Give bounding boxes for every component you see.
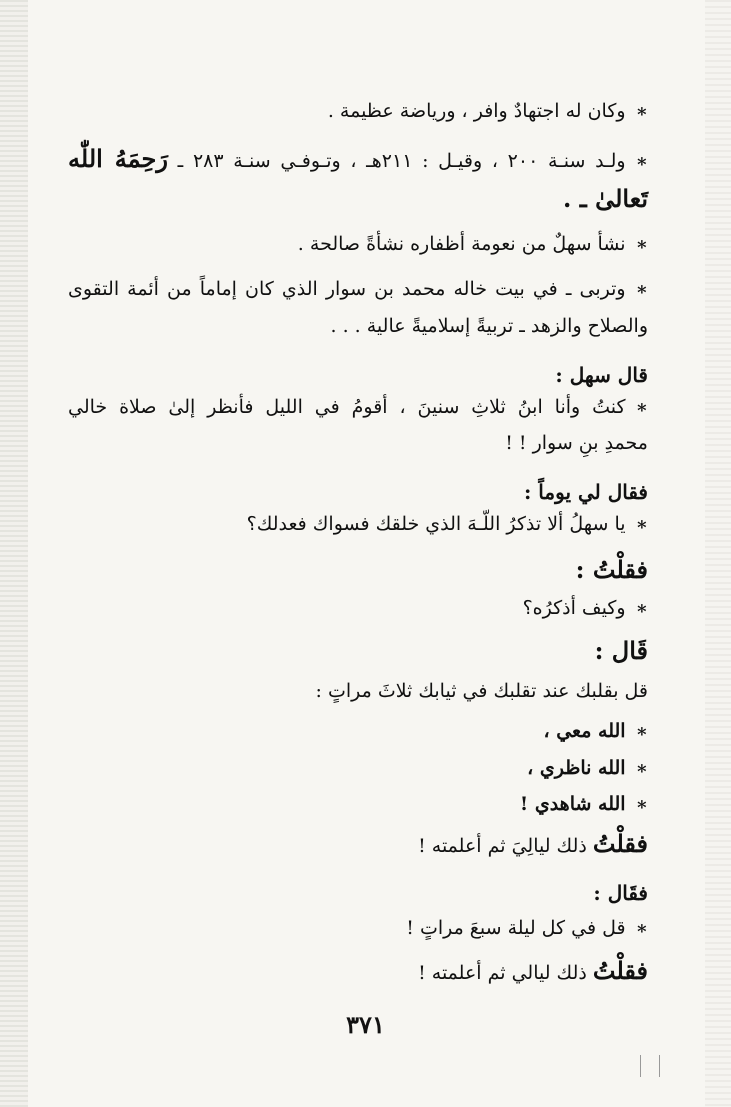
line-text: يا سهلُ ألا تذكرُ اللّـهَ الذي خلقك فسواك فعدلك؟ [246, 513, 626, 535]
text-line [328, 96, 648, 127]
bullet-star-icon: ∗ [635, 598, 648, 619]
bullet-star-icon: ∗ [635, 279, 648, 300]
line-text: وكيف أذكرُه؟ [522, 597, 626, 619]
bullet-star-icon: ∗ [635, 151, 649, 172]
line-text: محمدِ بنِ سوار ! ! [505, 432, 648, 454]
line-text: الله شاهدي ! [519, 793, 626, 815]
line-text: وتربى ـ في بيت خاله محمد بن سوار الذي كان إماماً من أئمة التقوى [68, 278, 626, 300]
line-text: نشأ سهلٌ من نعومة أظفاره نشأةً صالحة . [297, 233, 626, 255]
text-line [316, 676, 648, 706]
text-line [555, 360, 648, 391]
bullet-star-icon: ∗ [635, 397, 648, 418]
bullet-star-icon: ∗ [635, 794, 648, 815]
text-line [576, 555, 648, 587]
bullet-star-icon: ∗ [635, 918, 648, 939]
speaker-heading: فقال لي يوماً : [523, 480, 648, 504]
speaker-heading: فقلْتُ [592, 956, 648, 985]
line-tail: رَحِمَهُ اللّٰه [68, 144, 168, 173]
text-line [524, 477, 648, 508]
text-line [247, 509, 648, 540]
line-text: كنتُ وأنا ابنُ ثلاثِ سنينَ ، أقومُ في الليل فأنظر إلىٰ صلاة خالي [68, 396, 626, 418]
text-line [406, 913, 648, 944]
text-line [68, 144, 648, 177]
bullet-star-icon: ∗ [635, 234, 648, 255]
speaker-heading: قَال : [594, 636, 648, 665]
text-line [527, 753, 648, 784]
gutter-mark [640, 1055, 660, 1077]
line-text: قل بقلبك عند تقلبك في ثيابك ثلاثَ مراتٍ : [315, 680, 648, 702]
speaker-heading: فقَال : [593, 881, 648, 905]
line-text: الله معي ، [543, 720, 626, 742]
text-line [595, 636, 648, 668]
bullet-star-icon: ∗ [635, 758, 648, 779]
line-text: ذلك ليالي ثم أعلمته ! [418, 962, 587, 984]
scan-edge-right [705, 0, 731, 1107]
line-text: قل في كل ليلة سبعَ مراتٍ ! [406, 917, 626, 939]
speaker-heading: فقلْتُ [592, 829, 648, 858]
bullet-star-icon: ∗ [635, 514, 648, 535]
line-text: ذلك ليالِيَ ثم أعلمته ! [418, 835, 587, 857]
bullet-star-icon: ∗ [635, 721, 648, 742]
text-line [520, 789, 648, 820]
bullet-star-icon: ∗ [635, 101, 648, 122]
text-line [593, 878, 648, 909]
line-text: وكان له اجتهادٌ وافر ، ورياضة عظيمة . [327, 100, 626, 122]
line-text: ولـد سنـة ٢٠٠ ، وقيـل : ٢١١هـ ، وتـوفـي سنـة ٢٨٣ ـ [177, 150, 626, 172]
text-line [505, 428, 648, 458]
text-line [418, 829, 648, 861]
text-line [563, 184, 648, 216]
line-text: والصلاح والزهد ـ تربيةً إسلاميةً عالية . . . [330, 315, 648, 337]
text-line [68, 392, 648, 423]
text-line [543, 716, 648, 747]
text-line [418, 956, 648, 988]
speaker-heading: فقلْتُ : [575, 555, 648, 584]
text-line [68, 274, 648, 305]
scan-edge-left [0, 0, 28, 1107]
text-line [298, 229, 648, 260]
page-number: ٣٧١ [346, 1010, 385, 1039]
text-line [331, 311, 649, 341]
text-line [523, 593, 648, 624]
line-text: تَعالىٰ ـ . [563, 184, 648, 213]
line-text: الله ناظري ، [527, 757, 626, 779]
speaker-heading: قال سهل : [555, 363, 648, 387]
